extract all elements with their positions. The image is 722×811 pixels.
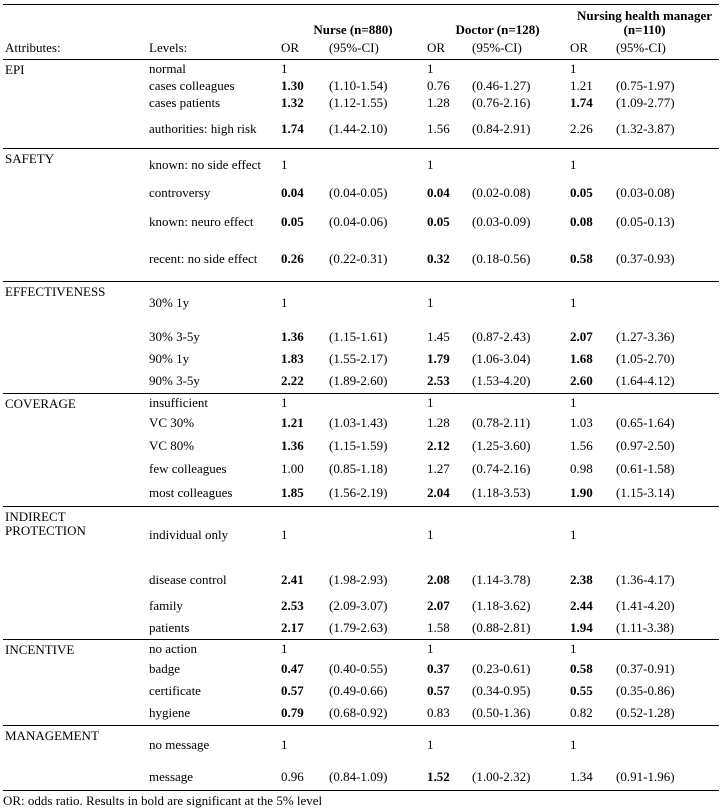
confidence-interval-cell: (1.25-3.60) [472, 437, 531, 453]
confidence-interval-cell [470, 506, 568, 564]
odds-ratio-cell: 2.22 [281, 373, 304, 389]
confidence-interval-cell [614, 281, 719, 325]
confidence-interval-cell: (1.15-1.59) [329, 437, 388, 453]
confidence-interval-cell [470, 725, 568, 765]
odds-ratio-cell: 1.28 [427, 94, 450, 110]
attribute-cell [3, 94, 147, 111]
odds-ratio-cell: 1.94 [570, 619, 593, 635]
odds-ratio-cell: 1.52 [425, 765, 470, 790]
attribute-cell: SAFETY [3, 148, 147, 181]
odds-ratio-cell: 1.36 [281, 328, 304, 344]
attribute-cell [3, 680, 147, 702]
confidence-interval-cell: (1.03-1.43) [329, 415, 388, 430]
level-cell: authorities: high risk [149, 121, 257, 137]
confidence-interval-cell: (0.46-1.27) [472, 77, 531, 93]
table-row [3, 238, 719, 281]
table-row [3, 702, 719, 725]
confidence-interval-cell: (0.84-1.09) [327, 765, 425, 790]
confidence-interval-cell: (0.88-2.81) [472, 619, 531, 635]
confidence-interval-cell [470, 148, 568, 181]
level-cell: hygiene [149, 705, 191, 721]
odds-ratio-cell: 1.00 [281, 461, 304, 476]
confidence-interval-cell [327, 506, 425, 564]
confidence-interval-cell: (0.34-0.95) [472, 683, 531, 698]
odds-ratio-cell: 1 [568, 639, 614, 658]
attribute-cell [3, 658, 147, 680]
level-cell: message [147, 765, 279, 790]
table-row [3, 281, 719, 325]
odds-ratio-cell: 1.34 [568, 765, 614, 790]
attribute-cell: INCENTIVE [3, 639, 147, 658]
level-cell: patients [149, 619, 190, 635]
attribute-cell [3, 457, 147, 481]
table-row [3, 481, 719, 506]
odds-ratio-cell: 2.12 [427, 437, 450, 453]
table-row [3, 639, 719, 658]
attribute-cell [3, 434, 147, 457]
table-row [3, 506, 719, 564]
group-header-row [3, 5, 719, 38]
odds-ratio-cell: 0.04 [281, 185, 304, 200]
odds-ratio-cell: 0.76 [427, 77, 450, 93]
level-cell: 90% 1y [149, 351, 190, 366]
group-header-nurse: Nurse (n=880) [279, 5, 425, 38]
attribute-cell: INDIRECT PROTECTION [3, 506, 147, 564]
attributes-header: Attributes: [3, 37, 147, 60]
confidence-interval-cell [327, 60, 425, 78]
odds-ratio-cell: 1 [425, 281, 470, 325]
attribute-cell [3, 325, 147, 348]
confidence-interval-cell: (0.02-0.08) [472, 185, 531, 200]
odds-ratio-cell: 0.82 [570, 705, 593, 721]
table-row [3, 348, 719, 370]
odds-ratio-cell: 2.04 [427, 485, 450, 501]
column-header-row [3, 37, 719, 60]
confidence-interval-cell: (1.79-2.63) [329, 619, 388, 635]
group-header-doctor: Doctor (n=128) [425, 5, 568, 38]
odds-ratio-cell: 0.05 [281, 213, 304, 229]
odds-ratio-cell: 0.83 [427, 705, 450, 721]
attribute-cell [3, 238, 147, 281]
level-cell: badge [149, 661, 181, 676]
odds-ratio-cell: 1 [568, 393, 614, 412]
level-cell: known: no side effect [147, 148, 279, 181]
odds-ratio-cell: 2.38 [570, 571, 593, 587]
confidence-interval-cell [470, 393, 568, 412]
confidence-interval-cell: (0.37-0.91) [616, 661, 675, 676]
confidence-interval-cell: (0.03-0.09) [472, 213, 531, 229]
confidence-interval-cell: (0.50-1.36) [472, 705, 531, 721]
confidence-interval-cell: (0.22-0.31) [329, 251, 388, 267]
odds-ratio-cell: 0.79 [281, 705, 304, 721]
odds-ratio-cell: 1 [568, 148, 614, 181]
ci-header: (95%-CI) [327, 37, 425, 60]
odds-ratio-cell: 1.36 [281, 437, 304, 453]
odds-ratio-cell: 2.26 [570, 121, 593, 137]
level-cell: cases colleagues [149, 77, 235, 93]
confidence-interval-cell [327, 393, 425, 412]
level-cell: few colleagues [149, 461, 227, 476]
confidence-interval-cell: (1.89-2.60) [329, 373, 388, 389]
level-cell: family [149, 598, 183, 613]
confidence-interval-cell: (0.97-2.50) [616, 437, 675, 453]
level-cell: certificate [149, 683, 201, 698]
table-row [3, 60, 719, 78]
level-cell: insufficient [147, 393, 279, 412]
level-cell: VC 80% [149, 437, 195, 453]
table-row [3, 111, 719, 148]
odds-ratio-cell: 2.07 [570, 328, 593, 344]
ci-header: (95%-CI) [470, 37, 568, 60]
confidence-interval-cell: (0.52-1.28) [616, 705, 675, 721]
confidence-interval-cell: (1.14-3.78) [472, 571, 531, 587]
table-row [3, 457, 719, 481]
confidence-interval-cell: (1.05-2.70) [616, 351, 675, 366]
confidence-interval-cell: (0.65-1.64) [616, 415, 675, 430]
confidence-interval-cell: (1.53-4.20) [472, 373, 531, 389]
confidence-interval-cell: (1.44-2.10) [329, 121, 388, 137]
table-row [3, 564, 719, 595]
attribute-cell [3, 412, 147, 434]
confidence-interval-cell: (0.85-1.18) [329, 461, 388, 476]
confidence-interval-cell: (0.74-2.16) [472, 461, 531, 476]
table-row [3, 148, 719, 181]
ci-header: (95%-CI) [614, 37, 719, 60]
odds-ratio-cell: 1 [570, 60, 577, 76]
confidence-interval-cell: (0.87-2.43) [472, 328, 531, 344]
confidence-interval-cell [327, 639, 425, 658]
table-row [3, 325, 719, 348]
attribute-cell [3, 702, 147, 725]
odds-ratio-cell: 1.32 [281, 94, 304, 110]
odds-ratio-cell: 1 [279, 725, 327, 765]
level-cell: most colleagues [149, 485, 233, 501]
odds-ratio-cell: 2.07 [427, 598, 450, 613]
confidence-interval-cell: (0.75-1.97) [616, 77, 675, 93]
odds-ratio-cell: 0.47 [281, 661, 304, 676]
confidence-interval-cell: (0.37-0.93) [616, 251, 675, 267]
confidence-interval-cell: (0.03-0.08) [616, 185, 675, 200]
level-cell: 30% 1y [147, 281, 279, 325]
table-row [3, 181, 719, 205]
odds-ratio-cell: 1 [568, 506, 614, 564]
odds-ratio-cell: 0.58 [570, 251, 593, 267]
confidence-interval-cell: (1.18-3.62) [472, 598, 531, 613]
odds-ratio-cell: 1.28 [427, 415, 450, 430]
table-row [3, 94, 719, 111]
attribute-cell [3, 617, 147, 639]
confidence-interval-cell: (1.10-1.54) [329, 77, 388, 93]
odds-ratio-cell: 1.21 [281, 415, 304, 430]
attribute-cell [3, 481, 147, 506]
confidence-interval-cell: (0.35-0.86) [616, 683, 675, 698]
level-cell: cases patients [149, 94, 221, 110]
odds-ratio-cell: 0.32 [427, 251, 450, 267]
odds-ratio-cell: 0.55 [570, 683, 593, 698]
table-row [3, 595, 719, 617]
table-row [3, 412, 719, 434]
attribute-cell [3, 205, 147, 238]
confidence-interval-cell: (0.61-1.58) [616, 461, 675, 476]
odds-ratio-cell: 1.21 [570, 77, 593, 93]
confidence-interval-cell: (1.15-1.61) [329, 328, 388, 344]
attribute-cell [3, 370, 147, 393]
odds-ratio-cell: 1.74 [570, 94, 593, 110]
odds-ratio-cell: 1 [279, 393, 327, 412]
level-cell: 90% 3-5y [149, 373, 200, 389]
odds-ratio-cell: 1 [279, 639, 327, 658]
odds-ratio-cell: 1 [427, 60, 434, 76]
odds-ratio-table [3, 4, 719, 791]
level-cell: recent: no side effect [149, 251, 258, 267]
attribute-cell: COVERAGE [3, 393, 147, 412]
odds-ratio-cell: 1 [425, 725, 470, 765]
odds-ratio-cell: 1.83 [281, 351, 304, 366]
confidence-interval-cell: (1.18-3.53) [472, 485, 531, 501]
odds-ratio-cell: 1 [568, 725, 614, 765]
odds-ratio-cell: 1.56 [570, 437, 593, 453]
odds-ratio-cell: 1.90 [570, 485, 593, 501]
table-row [3, 434, 719, 457]
attribute-cell [3, 348, 147, 370]
table-row [3, 765, 719, 790]
odds-ratio-cell: 1 [425, 639, 470, 658]
level-cell: individual only [147, 506, 279, 564]
odds-ratio-cell: 2.44 [570, 598, 593, 613]
level-cell: VC 30% [149, 415, 195, 430]
odds-ratio-cell: 1.68 [570, 351, 593, 366]
attribute-cell: EPI [5, 62, 25, 77]
confidence-interval-cell: (2.09-3.07) [329, 598, 388, 613]
confidence-interval-cell [327, 148, 425, 181]
confidence-interval-cell: (0.04-0.05) [329, 185, 388, 200]
confidence-interval-cell: (0.04-0.06) [329, 213, 388, 229]
level-cell: no action [147, 639, 279, 658]
confidence-interval-cell: (0.78-2.11) [472, 415, 531, 430]
odds-ratio-cell: 0.58 [570, 661, 593, 676]
table-row [3, 725, 719, 765]
odds-ratio-cell: 2.17 [281, 619, 304, 635]
odds-ratio-cell: 1.85 [281, 485, 304, 501]
table-row [3, 680, 719, 702]
odds-ratio-cell: 1 [425, 393, 470, 412]
confidence-interval-cell [327, 281, 425, 325]
confidence-interval-cell: (1.64-4.12) [616, 373, 675, 389]
level-cell: normal [149, 60, 186, 76]
odds-ratio-cell: 1 [425, 506, 470, 564]
table-row [3, 617, 719, 639]
odds-ratio-cell: 1 [279, 506, 327, 564]
confidence-interval-cell: (1.98-2.93) [329, 571, 388, 587]
level-cell: no message [147, 725, 279, 765]
confidence-interval-cell: (0.18-0.56) [472, 251, 531, 267]
or-header: OR [279, 37, 327, 60]
odds-ratio-cell: 0.05 [427, 213, 450, 229]
table-row [3, 393, 719, 412]
odds-ratio-cell: 1 [425, 148, 470, 181]
odds-ratio-cell: 1 [568, 281, 614, 325]
confidence-interval-cell: (0.91-1.96) [614, 765, 719, 790]
confidence-interval-cell [614, 148, 719, 181]
confidence-interval-cell: (1.11-3.38) [616, 619, 675, 635]
odds-ratio-cell: 2.53 [427, 373, 450, 389]
odds-ratio-cell: 1.03 [570, 415, 593, 430]
level-cell: controversy [149, 185, 211, 200]
attribute-cell [3, 181, 147, 205]
confidence-interval-cell [614, 725, 719, 765]
odds-ratio-cell: 1.79 [427, 351, 450, 366]
confidence-interval-cell: (0.84-2.91) [472, 121, 531, 137]
confidence-interval-cell [470, 639, 568, 658]
odds-ratio-cell: 2.08 [427, 571, 450, 587]
odds-ratio-cell: 1.74 [281, 121, 304, 137]
table-row [3, 370, 719, 393]
confidence-interval-cell: (1.12-1.55) [329, 94, 388, 110]
attribute-cell [3, 111, 147, 148]
confidence-interval-cell [614, 506, 719, 564]
odds-ratio-cell: 1.45 [427, 328, 450, 344]
confidence-interval-cell [470, 60, 568, 78]
odds-ratio-cell: 0.04 [427, 185, 450, 200]
confidence-interval-cell: (1.27-3.36) [616, 328, 675, 344]
confidence-interval-cell: (0.49-0.66) [329, 683, 388, 698]
odds-ratio-cell: 0.57 [281, 683, 304, 698]
confidence-interval-cell: (1.09-2.77) [616, 94, 675, 110]
odds-ratio-cell: 1.56 [427, 121, 450, 137]
odds-ratio-cell: 1 [279, 148, 327, 181]
confidence-interval-cell: (1.36-4.17) [616, 571, 675, 587]
confidence-interval-cell [614, 60, 719, 78]
odds-ratio-cell: 0.37 [427, 661, 450, 676]
odds-ratio-cell: 1 [279, 281, 327, 325]
level-cell: 30% 3-5y [149, 328, 200, 344]
table-row [3, 205, 719, 238]
odds-ratio-cell: 0.05 [570, 185, 593, 200]
table-row [3, 77, 719, 94]
confidence-interval-cell: (1.06-3.04) [472, 351, 531, 366]
odds-ratio-cell: 0.96 [279, 765, 327, 790]
odds-ratio-cell: 0.98 [570, 461, 593, 476]
odds-ratio-cell: 1.27 [427, 461, 450, 476]
confidence-interval-cell: (1.15-3.14) [616, 485, 675, 501]
confidence-interval-cell: (0.76-2.16) [472, 94, 531, 110]
confidence-interval-cell [614, 639, 719, 658]
odds-ratio-cell: 2.53 [281, 598, 304, 613]
confidence-interval-cell: (1.00-2.32) [470, 765, 568, 790]
odds-ratio-cell: 1.30 [281, 77, 304, 93]
group-header-manager: Nursing health manager (n=110) [568, 5, 719, 38]
confidence-interval-cell: (0.40-0.55) [329, 661, 388, 676]
odds-ratio-cell: 1 [281, 60, 288, 76]
or-header: OR [425, 37, 470, 60]
confidence-interval-cell [470, 281, 568, 325]
table-row [3, 658, 719, 680]
confidence-interval-cell: (1.55-2.17) [329, 351, 388, 366]
attribute-cell: EFFECTIVENESS [3, 281, 147, 325]
level-cell: known: neuro effect [149, 213, 254, 229]
attribute-cell [3, 765, 147, 790]
table-footnote: OR: odds ratio. Results in bold are significant at the 5% level [3, 793, 323, 808]
levels-header: Levels: [147, 37, 279, 60]
odds-ratio-cell: 2.60 [570, 373, 593, 389]
odds-ratio-cell: 1.58 [427, 619, 450, 635]
attribute-cell [3, 564, 147, 595]
confidence-interval-cell: (1.56-2.19) [329, 485, 388, 501]
confidence-interval-cell: (1.32-3.87) [616, 121, 675, 137]
odds-ratio-cell: 0.08 [570, 213, 593, 229]
odds-ratio-cell: 0.57 [427, 683, 450, 698]
attribute-cell [3, 77, 147, 94]
attribute-cell [3, 595, 147, 617]
confidence-interval-cell: (1.41-4.20) [616, 598, 675, 613]
confidence-interval-cell [614, 393, 719, 412]
odds-ratio-cell: 2.41 [281, 571, 304, 587]
confidence-interval-cell [327, 725, 425, 765]
confidence-interval-cell: (0.68-0.92) [329, 705, 388, 721]
confidence-interval-cell: (0.05-0.13) [616, 213, 675, 229]
attribute-cell: MANAGEMENT [3, 725, 147, 765]
level-cell: disease control [149, 571, 227, 587]
or-header: OR [568, 37, 614, 60]
odds-ratio-cell: 0.26 [281, 251, 304, 267]
confidence-interval-cell: (0.23-0.61) [472, 661, 531, 676]
